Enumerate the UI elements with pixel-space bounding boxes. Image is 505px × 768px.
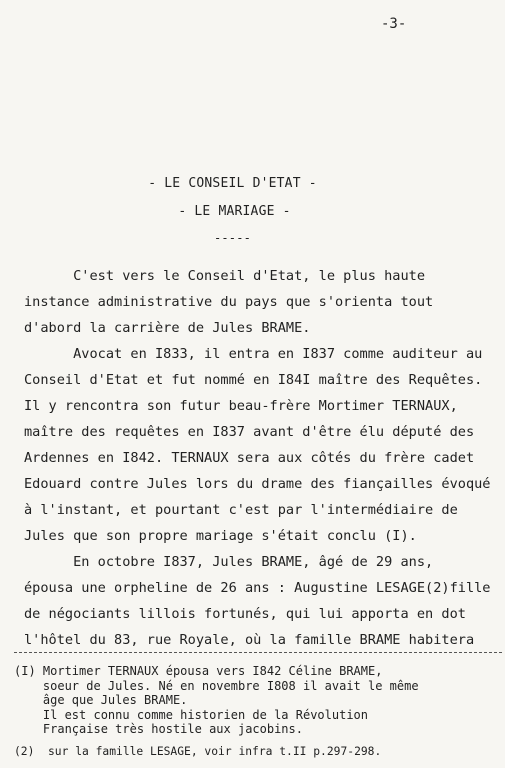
text-line: Ardennes en I842. TERNAUX sera aux côtés du frère cadet [24, 450, 475, 466]
chapter-subheading: - LE MARIAGE - [178, 204, 291, 219]
footnote-line: soeur de Jules. Né en novembre I808 il avait le même [14, 678, 419, 693]
text-line: Conseil d'Etat et fut nommé en I84I maître des Requêtes. [24, 372, 483, 388]
text-line: C'est vers le Conseil d'Etat, le plus haute [24, 268, 426, 284]
text-line: d'abord la carrière de Jules BRAME. [24, 320, 311, 336]
text-line: maître des requêtes en I837 avant d'être élu député des [24, 424, 475, 440]
text-line: Avocat en I833, il entra en I837 comme auditeur au [24, 346, 483, 362]
text-line: épousa une orpheline de 26 ans : Augustine LESAGE(2)fille [24, 580, 491, 596]
footnote-line: Française très hostile aux jacobins. [14, 722, 303, 736]
footnote-line: âge que Jules BRAME. [14, 693, 188, 707]
heading-separator: ----- [213, 231, 252, 245]
text-line: instance administrative du pays que s'orienta tout [24, 294, 434, 310]
footnote-line: Il est connu comme historien de la Révolution [14, 707, 369, 722]
text-line: Il y rencontra son futur beau-frère Mortimer TERNAUX, [24, 398, 458, 414]
chapter-heading: - LE CONSEIL D'ETAT - [148, 176, 317, 191]
body-text [24, 263, 494, 653]
text-line: En octobre I837, Jules BRAME, âgé de 29 ans, [24, 554, 434, 570]
footnote-line: (I) Mortimer TERNAUX épousa vers I842 Céline BRAME, [14, 664, 383, 678]
text-line: de négociants lillois fortunés, qui lui apporta en dot [24, 606, 466, 622]
page-number: -3- [381, 16, 407, 32]
footnote-2: (2) sur la famille LESAGE, voir infra t.II p.297-298. [14, 744, 382, 758]
footnote-separator [14, 652, 502, 653]
text-line: Edouard contre Jules lors du drame des fiançailles évoqué [24, 476, 491, 492]
text-line: l'hôtel du 83, rue Royale, où la famille BRAME habitera [24, 632, 475, 648]
text-line: à l'instant, et pourtant c'est par l'intermédiaire de [24, 502, 458, 518]
footnotes [14, 664, 499, 759]
text-line: Jules que son propre mariage s'était conclu (I). [24, 528, 417, 544]
